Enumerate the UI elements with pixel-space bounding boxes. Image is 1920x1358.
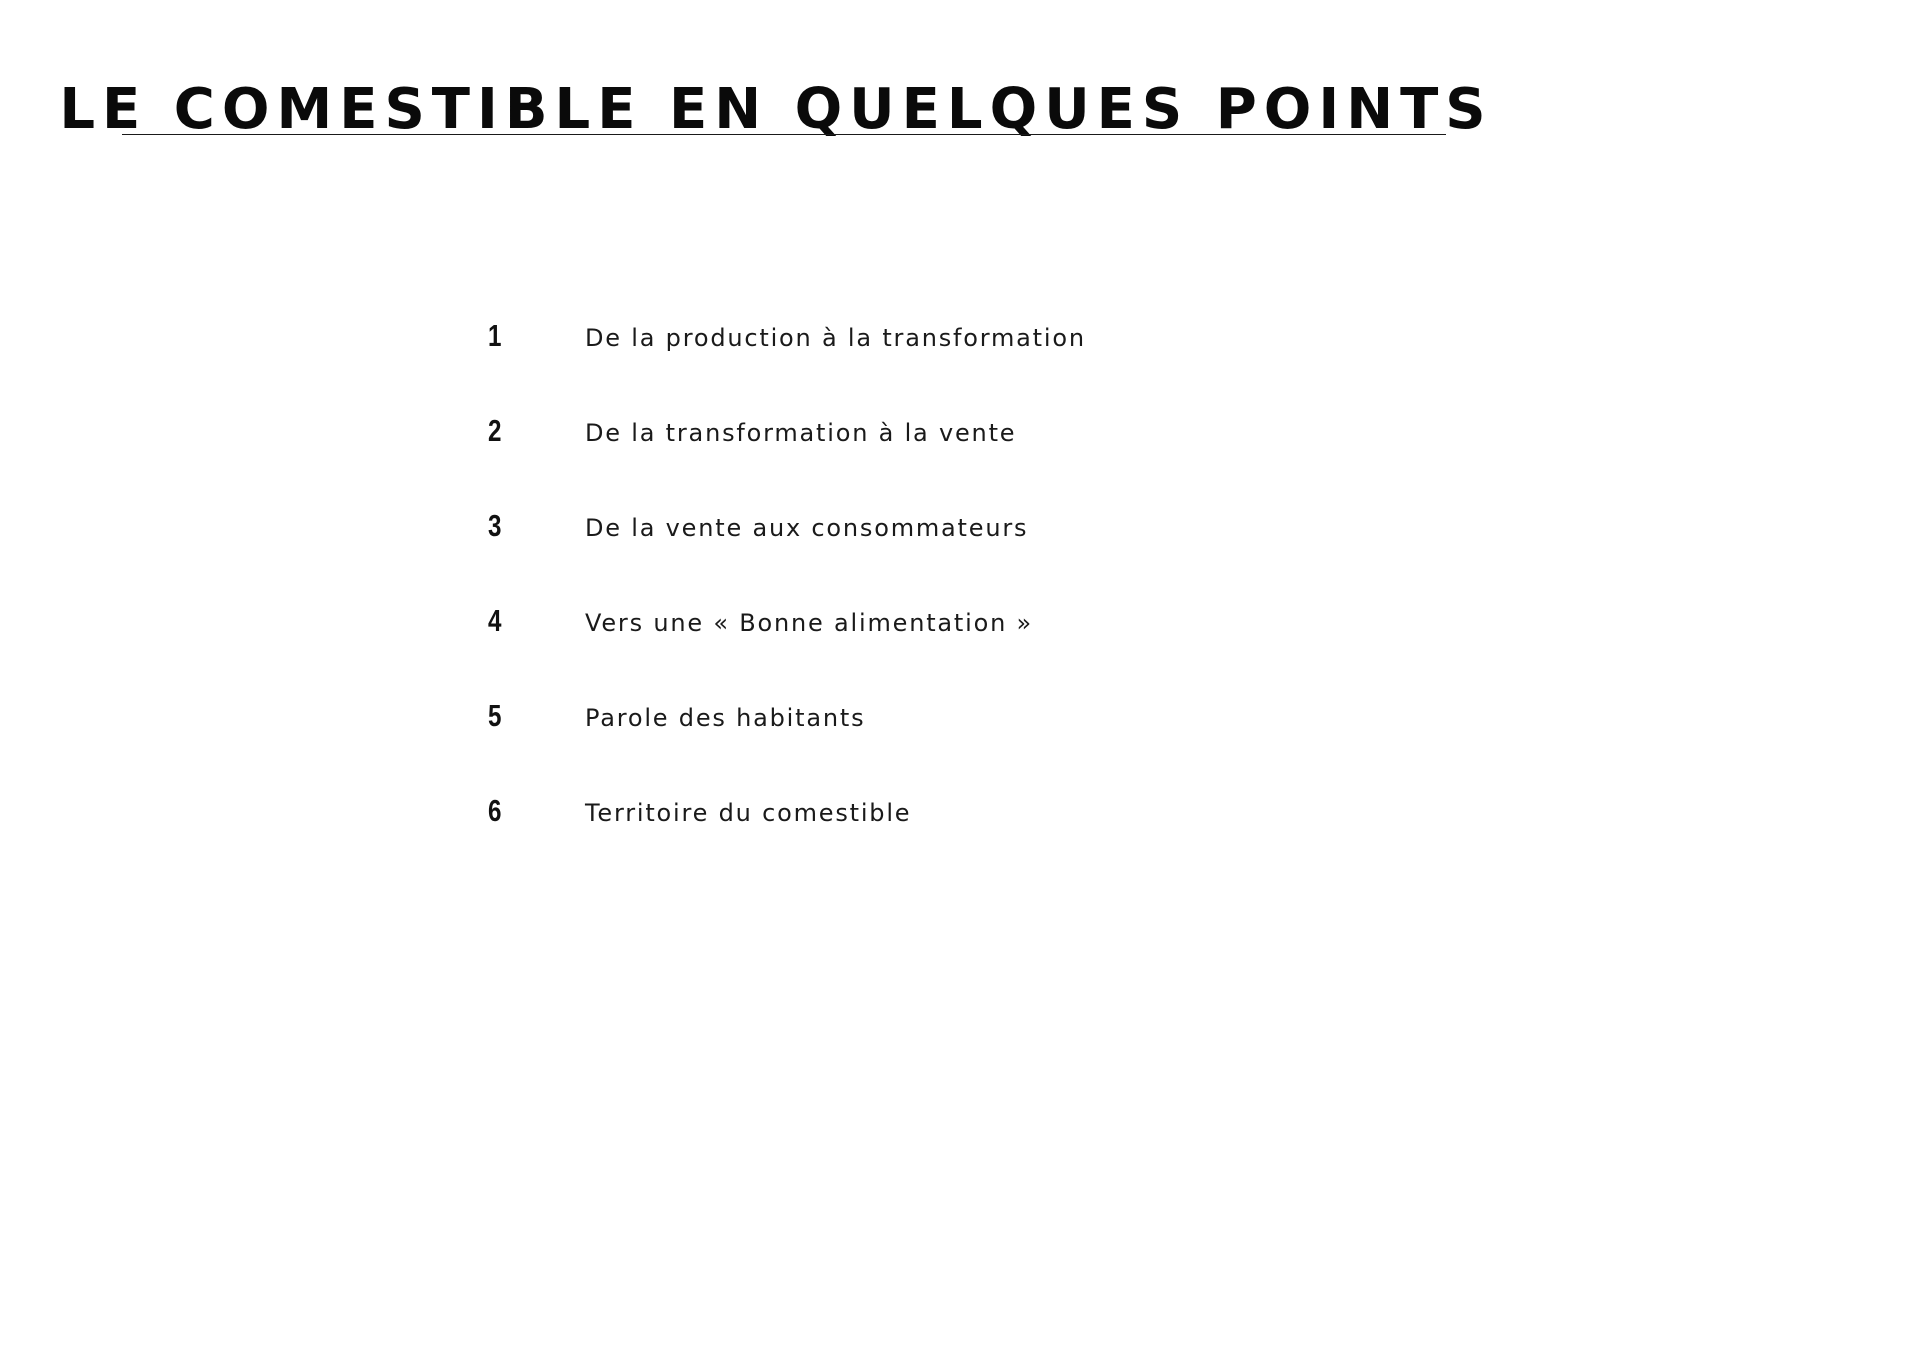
toc-item-number: 1: [488, 318, 502, 353]
toc-item-number: 2: [488, 413, 502, 448]
toc-item-number: 3: [488, 508, 502, 543]
toc-item-label: De la vente aux consommateurs: [585, 514, 1029, 542]
toc-item: [488, 314, 1188, 409]
table-of-contents: [488, 314, 1188, 884]
toc-item-number: 6: [488, 793, 502, 828]
toc-item: [488, 694, 1188, 789]
toc-item-number: 5: [488, 698, 502, 733]
toc-item-label: Parole des habitants: [585, 704, 866, 732]
toc-item: [488, 409, 1188, 504]
toc-item: [488, 504, 1188, 599]
title-divider: [122, 134, 1446, 135]
toc-item: [488, 789, 1188, 884]
toc-item-label: De la production à la transformation: [585, 324, 1086, 352]
toc-item-label: De la transformation à la vente: [585, 419, 1017, 447]
page-title: LE COMESTIBLE EN QUELQUES POINTS: [59, 76, 1493, 142]
toc-item-label: Vers une « Bonne alimentation »: [585, 609, 1034, 637]
toc-item: [488, 599, 1188, 694]
toc-item-label: Territoire du comestible: [585, 799, 912, 827]
toc-item-number: 4: [488, 603, 502, 638]
